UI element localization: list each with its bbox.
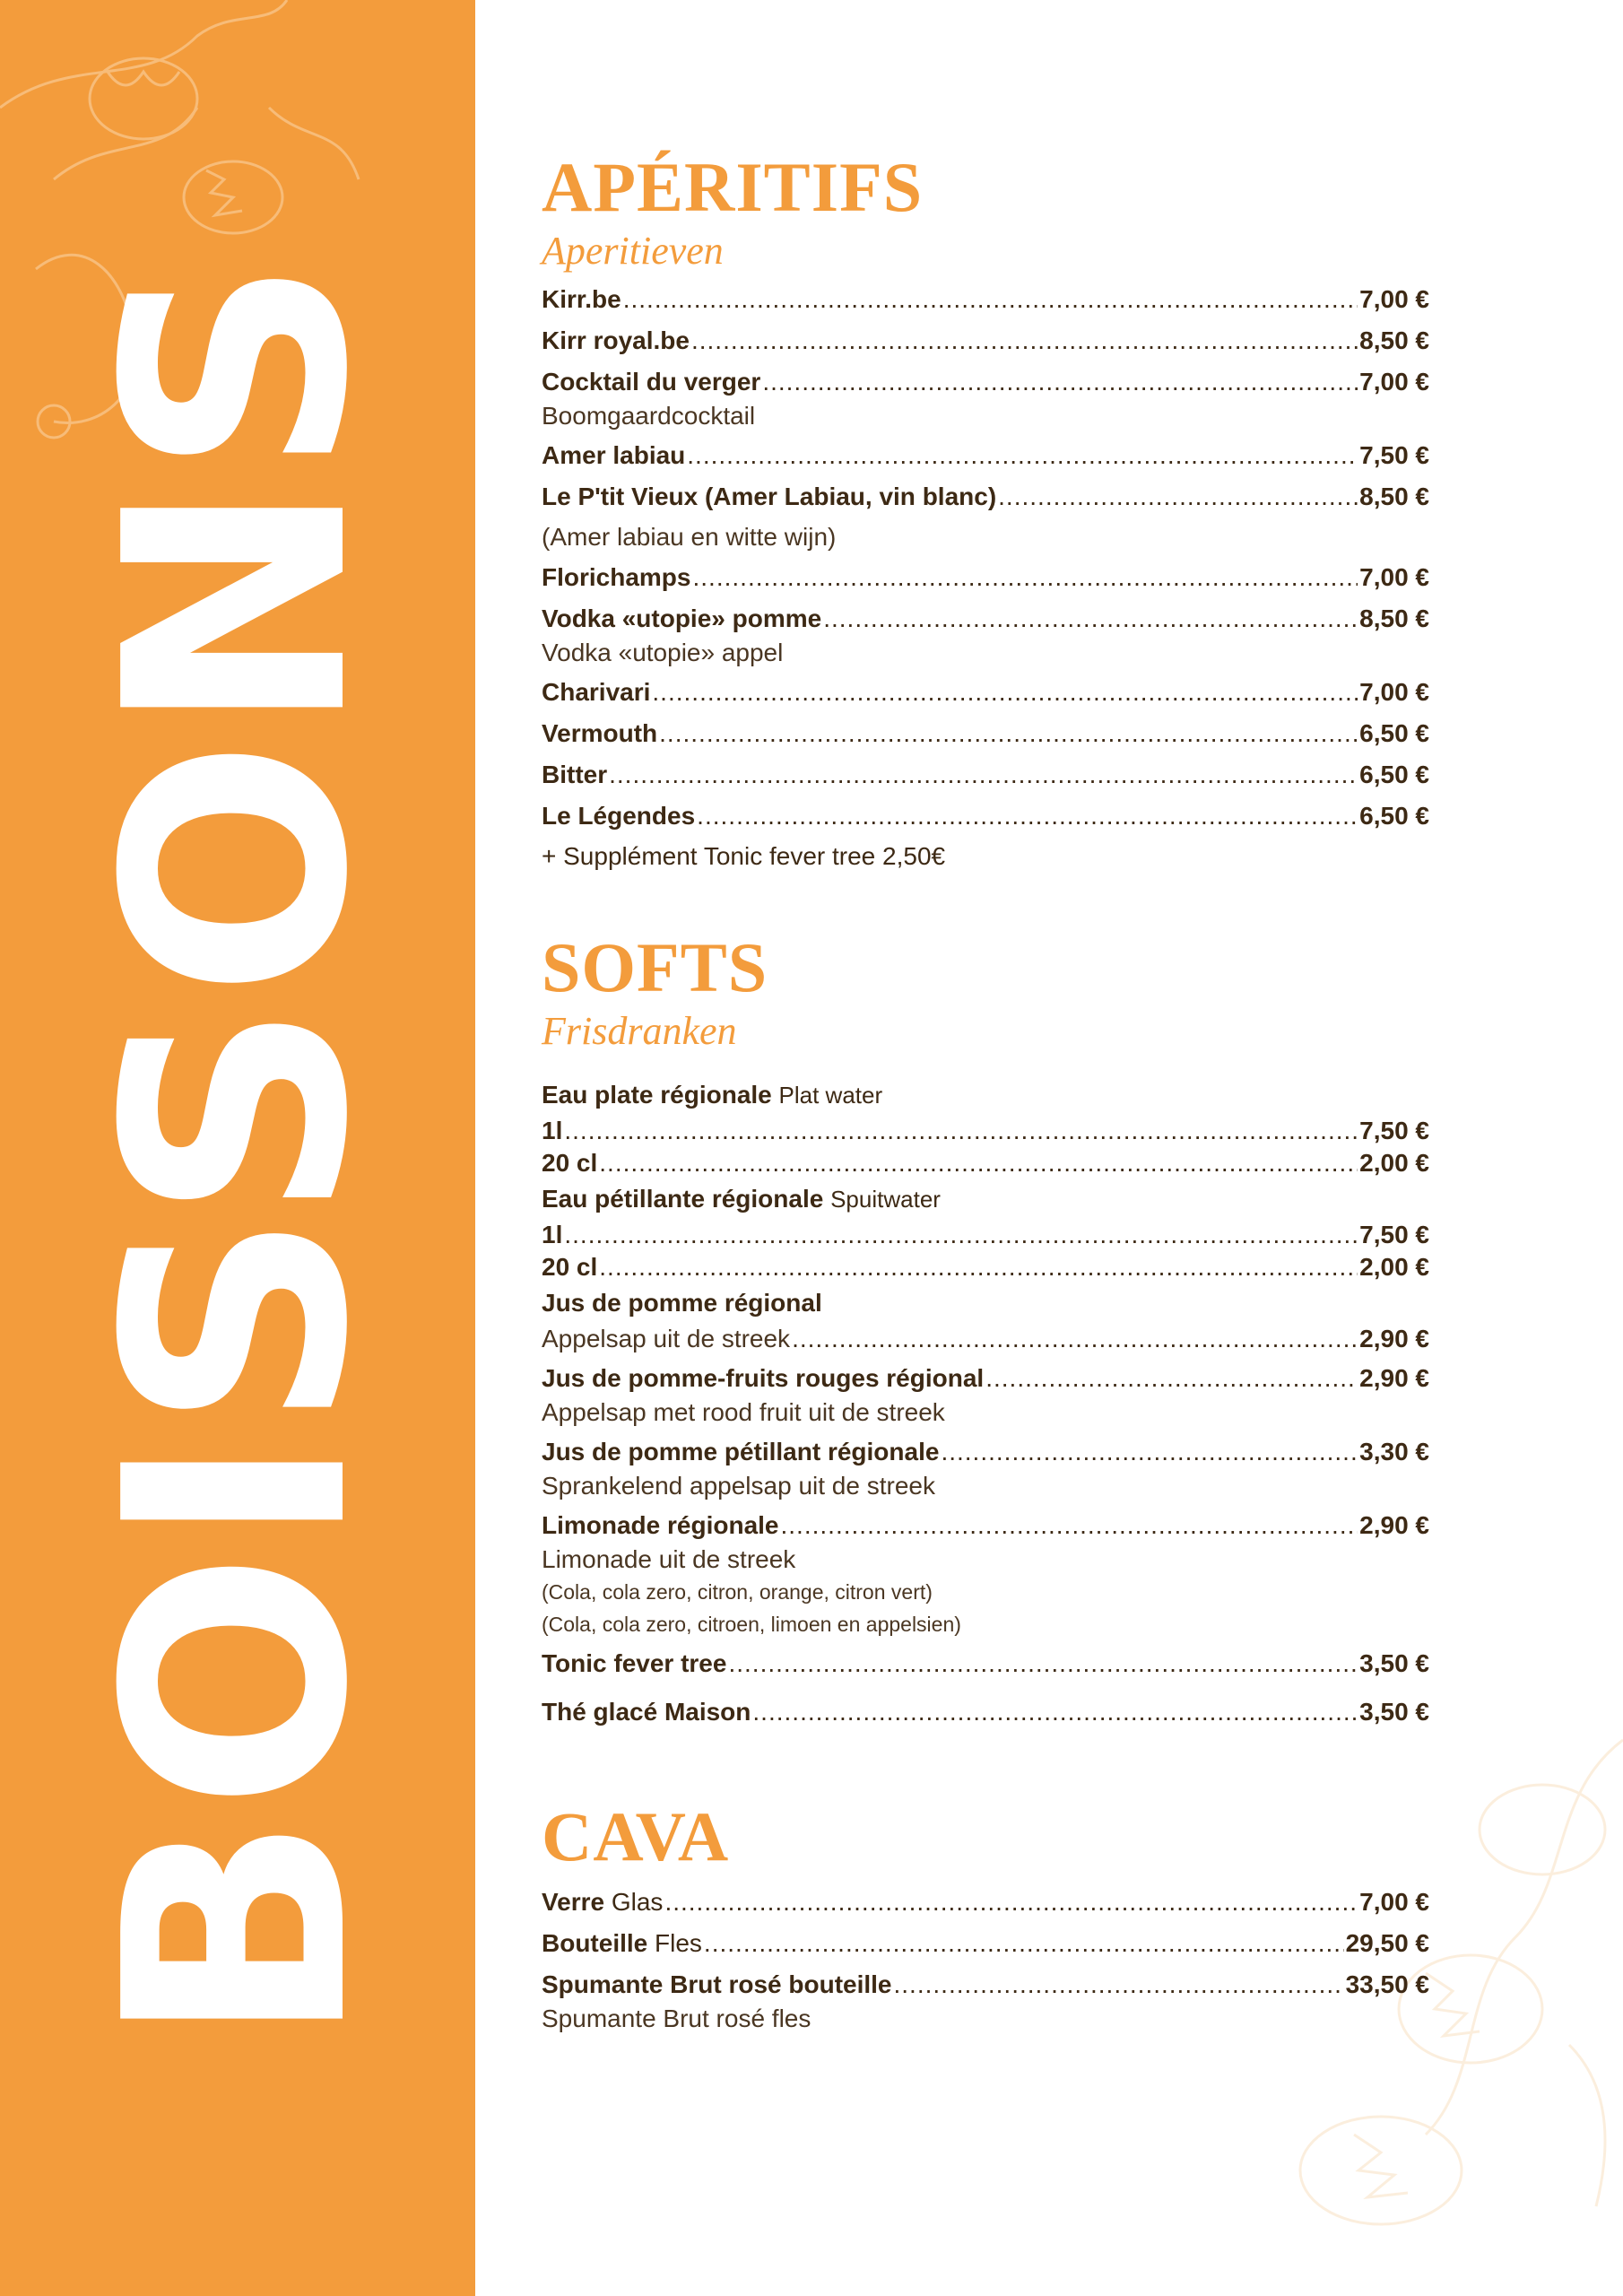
menu-content — [542, 148, 1429, 2035]
sidebar — [0, 0, 475, 2296]
item-heading: Jus de pomme régional — [542, 1288, 822, 1317]
item-translation: Sprankelend appelsap uit de streek — [542, 1471, 935, 1500]
item-heading: Eau pétillante régionale Spuitwater — [542, 1184, 941, 1213]
item-translation: Boomgaardcocktail — [542, 402, 756, 430]
size-row: 20 cl ..... 2,00 € — [542, 1251, 1429, 1283]
menu-item: Amer labiau ..... 7,50 € — [542, 438, 1429, 474]
section-subtitle-aperitifs: Aperitieven — [542, 229, 724, 273]
menu-item: Jus de pomme-fruits rouges régional ..... 2,90 € — [542, 1361, 1429, 1396]
item-heading: Eau plate régionale Plat water — [542, 1080, 883, 1109]
menu-item: Kirr.be ..... 7,00 € — [542, 282, 1429, 317]
menu-item: Spumante Brut rosé bouteille ..... 33,50 € — [542, 1967, 1429, 2003]
size-row: 1l ..... 7,50 € — [542, 1219, 1429, 1251]
menu-item: Limonade régionale ..... 2,90 € — [542, 1508, 1429, 1544]
menu-item: Le Légendes ..... 6,50 € — [542, 798, 1429, 834]
section-title-aperitifs: APÉRITIFS — [542, 148, 924, 226]
menu-item: Bouteille Fles ..... 29,50 € — [542, 1926, 1429, 1961]
menu-item: Jus de pomme pétillant régionale ..... 3,30 € — [542, 1434, 1429, 1470]
item-translation: (Amer labiau en witte wijn) — [542, 523, 837, 552]
menu-item: Cocktail du verger ..... 7,00 € — [542, 364, 1429, 400]
menu-item: Tonic fever tree ..... 3,50 € — [542, 1646, 1429, 1682]
section-subtitle-softs: Frisdranken — [542, 1009, 737, 1054]
menu-item: Appelsap uit de streek ..... 2,90 € — [542, 1323, 1429, 1355]
flavors-fr: (Cola, cola zero, citron, orange, citron vert) — [542, 1579, 933, 1604]
item-translation: Limonade uit de streek — [542, 1544, 796, 1573]
item-translation: Appelsap met rood fruit uit de streek — [542, 1397, 945, 1426]
menu-item: Bitter ..... 6,50 € — [542, 757, 1429, 793]
section-title-softs: SOFTS — [542, 928, 768, 1007]
menu-item: Kirr royal.be ..... 8,50 € — [542, 323, 1429, 359]
menu-item: Verre Glas ..... 7,00 € — [542, 1884, 1429, 1920]
menu-item: Vodka «utopie» pomme ..... 8,50 € — [542, 601, 1429, 637]
menu-item: Florichamps ..... 7,00 € — [542, 560, 1429, 596]
section-title-cava: CAVA — [542, 1796, 730, 1875]
item-translation: Vodka «utopie» appel — [542, 639, 784, 667]
menu-item: Charivari ..... 7,00 € — [542, 674, 1429, 710]
size-row: 1l ..... 7,50 € — [542, 1115, 1429, 1147]
vertical-title: BOISSONS — [60, 253, 415, 2047]
menu-item: Le P'tit Vieux (Amer Labiau, vin blanc) ..... 8,50 € — [542, 479, 1429, 515]
item-translation: Spumante Brut rosé fles — [542, 2004, 812, 2032]
supplement-note: + Supplément Tonic fever tree 2,50€ — [542, 842, 946, 871]
menu-item: Thé glacé Maison ..... 3,50 € — [542, 1694, 1429, 1730]
size-row: 20 cl ..... 2,00 € — [542, 1147, 1429, 1179]
menu-item: Vermouth ..... 6,50 € — [542, 716, 1429, 752]
flavors-nl: (Cola, cola zero, citroen, limoen en appelsien) — [542, 1612, 961, 1636]
